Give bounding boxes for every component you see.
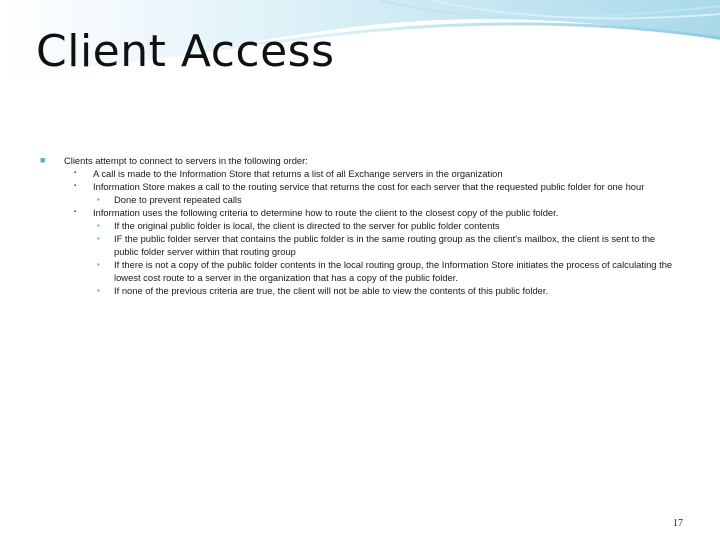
bullet-text: Information Store makes a call to the routing service that returns the cost for each server that the requested public folder for one hour xyxy=(93,181,645,192)
bullet-item-level-2 xyxy=(40,206,680,219)
bullet-item-level-1 xyxy=(40,154,680,167)
bullet-text: Clients attempt to connect to servers in the following order: xyxy=(64,155,308,166)
bullet-item-level-3 xyxy=(40,258,680,284)
bullet-list xyxy=(40,154,680,297)
bullet-item-level-3 xyxy=(40,219,680,232)
bullet-text: If there is not a copy of the public folder contents in the local routing group, the Information Store initiates the process of calculating the lowest cost route to a server in the organization that has a copy of the public folder. xyxy=(114,259,673,283)
bullet-item-level-2 xyxy=(40,180,680,193)
bullet-marker-icon: ▪ xyxy=(97,221,100,230)
page-number: 17 xyxy=(673,518,683,529)
bullet-marker-icon: ▪ xyxy=(74,209,77,215)
bullet-item-level-3 xyxy=(40,232,680,258)
bullet-marker-icon: ▪ xyxy=(97,286,100,295)
bullet-item-level-2 xyxy=(40,167,680,180)
bullet-item-level-3 xyxy=(40,284,680,297)
bullet-text: Done to prevent repeated calls xyxy=(114,194,242,205)
bullet-text: Information uses the following criteria to determine how to route the client to the closest copy of the public folder. xyxy=(93,207,559,218)
bullet-text: A call is made to the Information Store that returns a list of all Exchange servers in the organization xyxy=(93,168,503,179)
bullet-text: If the original public folder is local, the client is directed to the server for public folder contents xyxy=(114,220,500,231)
bullet-text: IF the public folder server that contains the public folder is in the same routing group as the client's mailbox, the client is sent to the public folder server within that routing group xyxy=(114,233,656,257)
bullet-text: If none of the previous criteria are true, the client will not be able to view the contents of this public folder. xyxy=(114,285,549,296)
bullet-item-level-3 xyxy=(40,193,680,206)
bullet-marker-icon: ■ xyxy=(40,155,46,165)
bullet-marker-icon: ▪ xyxy=(97,260,100,269)
bullet-marker-icon: ▪ xyxy=(74,183,77,189)
bullet-marker-icon: ▪ xyxy=(97,234,100,243)
bullet-marker-icon: ▪ xyxy=(74,170,77,176)
bullet-marker-icon: ▪ xyxy=(97,195,100,204)
slide-title: Client Access xyxy=(36,26,335,77)
